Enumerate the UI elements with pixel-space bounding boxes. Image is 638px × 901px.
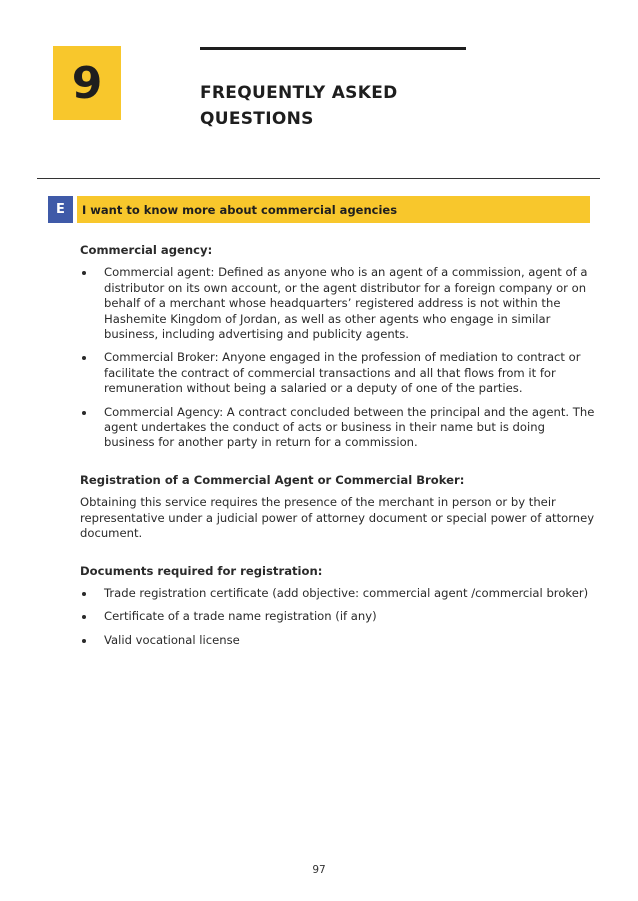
documents-list — [80, 586, 595, 648]
documents-heading: Documents required for registration: — [80, 563, 323, 578]
section-title: I want to know more about commercial agencies — [82, 202, 398, 217]
list-item-text: Commercial Agency: A contract concluded between the principal and the agent. The agent undertakes the conduct of acts or business in their name but is doing business for another party in return for a commission. — [104, 404, 595, 450]
main-content — [80, 243, 595, 656]
header-divider — [37, 178, 600, 179]
list-item-text: Commercial agent: Defined as anyone who is an agent of a commission, agent of a distributor on its own account, or the agent distributor for a foreign company or on behalf of a merchant whose headquarters’ registered address is not within the Hashemite Kingdom of Jordan, as well as other agents who engage in similar business, including advertising and publicity agents. — [104, 265, 588, 342]
bullet-icon — [82, 615, 86, 619]
chapter-title: FREQUENTLY ASKED QUESTIONS — [200, 83, 398, 129]
page-number: 97 — [312, 864, 326, 876]
commercial-agency-list — [80, 265, 595, 450]
bullet-icon — [82, 592, 86, 596]
list-item — [80, 350, 595, 396]
section-title-bar — [77, 196, 590, 223]
list-item — [80, 633, 595, 648]
section-badge: E — [48, 196, 73, 223]
list-item — [80, 405, 595, 451]
list-item-text: Trade registration certificate (add objective: commercial agent /commercial broker) — [104, 585, 589, 600]
list-item — [80, 586, 595, 601]
list-item — [80, 265, 595, 342]
commercial-agency-heading: Commercial agency: — [80, 243, 213, 257]
bullet-icon — [82, 356, 86, 360]
chapter-number-box — [53, 46, 121, 120]
bullet-icon — [82, 411, 86, 415]
bullet-icon — [82, 639, 86, 643]
list-item-text: Commercial Broker: Anyone engaged in the profession of mediation to contract or facilitate the contract of commercial transactions and all that flows from it for remuneration without being a salaried or a deputy of one of the parties. — [104, 350, 581, 396]
registration-body: Obtaining this service requires the presence of the merchant in person or by their representative under a judicial power of attorney document or special power of attorney document. — [80, 495, 595, 541]
chapter-number: 9 — [71, 57, 103, 109]
list-item-text: Certificate of a trade name registration (if any) — [104, 609, 377, 624]
list-item-text: Valid vocational license — [104, 632, 240, 647]
registration-heading: Registration of a Commercial Agent or Commercial Broker: — [80, 472, 465, 487]
title-rule — [200, 47, 466, 50]
list-item — [80, 609, 595, 624]
bullet-icon — [82, 271, 86, 275]
